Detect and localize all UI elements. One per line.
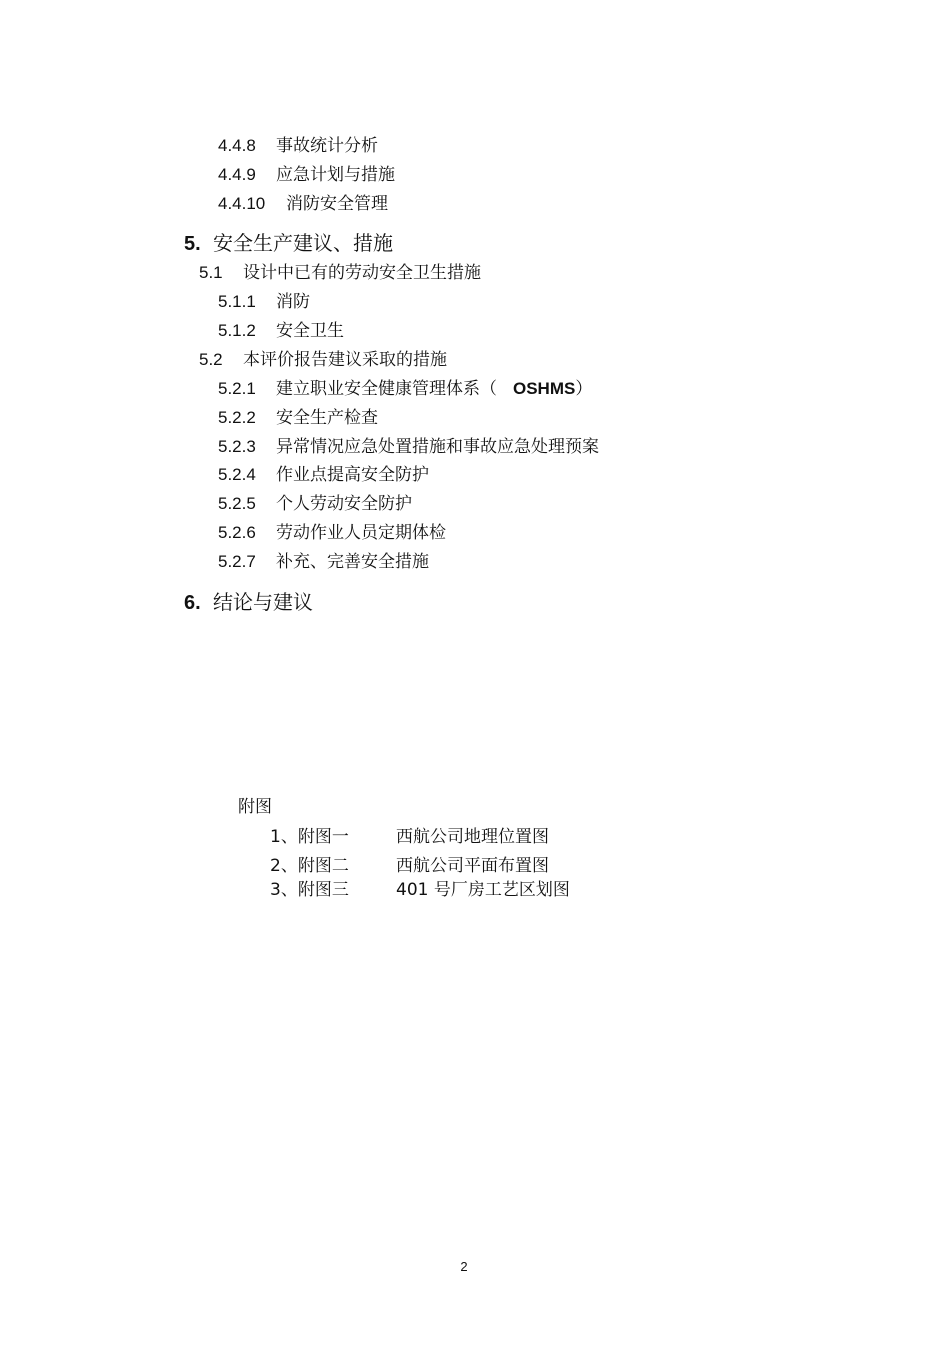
toc-entry-title: 应急计划与措施 [276, 165, 395, 185]
toc-entry-title-tail: ） [575, 379, 593, 399]
toc-entry-4-4-9 [218, 165, 395, 185]
toc-entry-number: 5.2.1 [218, 379, 256, 398]
appendix-item-label: 1、附图一 [270, 827, 349, 847]
toc-chapter-title: 安全生产建议、措施 [213, 231, 393, 255]
toc-entry-title: 事故统计分析 [276, 136, 378, 156]
toc-entry-title: 消防安全管理 [286, 194, 388, 214]
toc-entry-4-4-10 [218, 194, 388, 214]
toc-entry-5-2-6 [218, 523, 446, 543]
appendix-item-label: 3、附图三 [270, 880, 349, 900]
toc-entry-title: 个人劳动安全防护 [276, 494, 412, 514]
toc-entry-title: 消防 [276, 292, 310, 312]
toc-entry-number: 5.2.5 [218, 494, 256, 513]
toc-entry-5-1-1 [218, 292, 310, 312]
appendix-item-title: 401 号厂房工艺区划图 [396, 880, 570, 900]
toc-entry-title: 补充、完善安全措施 [276, 552, 429, 572]
toc-entry-title: 作业点提高安全防护 [276, 465, 429, 485]
toc-entry-number: 4.4.9 [218, 165, 256, 184]
toc-entry-number: 5.1.1 [218, 292, 256, 311]
toc-entry-number: 4.4.8 [218, 136, 256, 155]
toc-entry-5-2-2 [218, 408, 378, 428]
toc-section-title: 设计中已有的劳动安全卫生措施 [243, 263, 481, 283]
toc-entry-5-2-7 [218, 552, 429, 572]
toc-entry-number: 5.2.7 [218, 552, 256, 571]
toc-entry-title: 安全卫生 [276, 321, 344, 341]
appendix-item-title: 西航公司地理位置图 [396, 827, 549, 847]
toc-chapter-number: 5. [184, 233, 201, 255]
toc-entry-5-2-4 [218, 465, 429, 485]
toc-chapter-title: 结论与建议 [213, 590, 313, 614]
appendix-item-title: 西航公司平面布置图 [396, 856, 549, 876]
toc-chapter-number: 6. [184, 592, 201, 614]
toc-entry-5-2-1 [218, 379, 592, 399]
toc-entry-number: 4.4.10 [218, 194, 266, 213]
toc-entry-5-2-5 [218, 494, 412, 514]
toc-chapter-6 [184, 590, 313, 615]
toc-entry-abbreviation: OSHMS [513, 379, 576, 398]
toc-entry-4-4-8 [218, 136, 378, 156]
page-number: 2 [460, 1259, 468, 1274]
toc-entry-number: 5.2.2 [218, 408, 256, 427]
toc-entry-title: 异常情况应急处置措施和事故应急处理预案 [276, 437, 599, 457]
toc-entry-number: 5.2.6 [218, 523, 256, 542]
appendix-heading: 附图 [238, 797, 272, 817]
toc-entry-5-2-3 [218, 437, 599, 457]
toc-entry-number: 5.2.3 [218, 437, 256, 456]
appendix-item-3 [270, 880, 570, 900]
toc-entry-number: 5.1.2 [218, 321, 256, 340]
appendix-item-label: 2、附图二 [270, 856, 349, 876]
toc-entry-number: 5.2.4 [218, 465, 256, 484]
toc-section-number: 5.2 [199, 350, 223, 369]
toc-chapter-5 [184, 231, 393, 256]
appendix-item-2 [270, 856, 549, 876]
toc-entry-title: 建立职业安全健康管理体系（ [276, 379, 497, 399]
toc-section-number: 5.1 [199, 263, 223, 282]
toc-entry-title: 安全生产检查 [276, 408, 378, 428]
toc-section-5-1 [199, 263, 481, 283]
toc-section-5-2 [199, 350, 447, 370]
toc-entry-5-1-2 [218, 321, 344, 341]
toc-entry-title: 劳动作业人员定期体检 [276, 523, 446, 543]
appendix-item-1 [270, 827, 549, 847]
toc-section-title: 本评价报告建议采取的措施 [243, 350, 447, 370]
